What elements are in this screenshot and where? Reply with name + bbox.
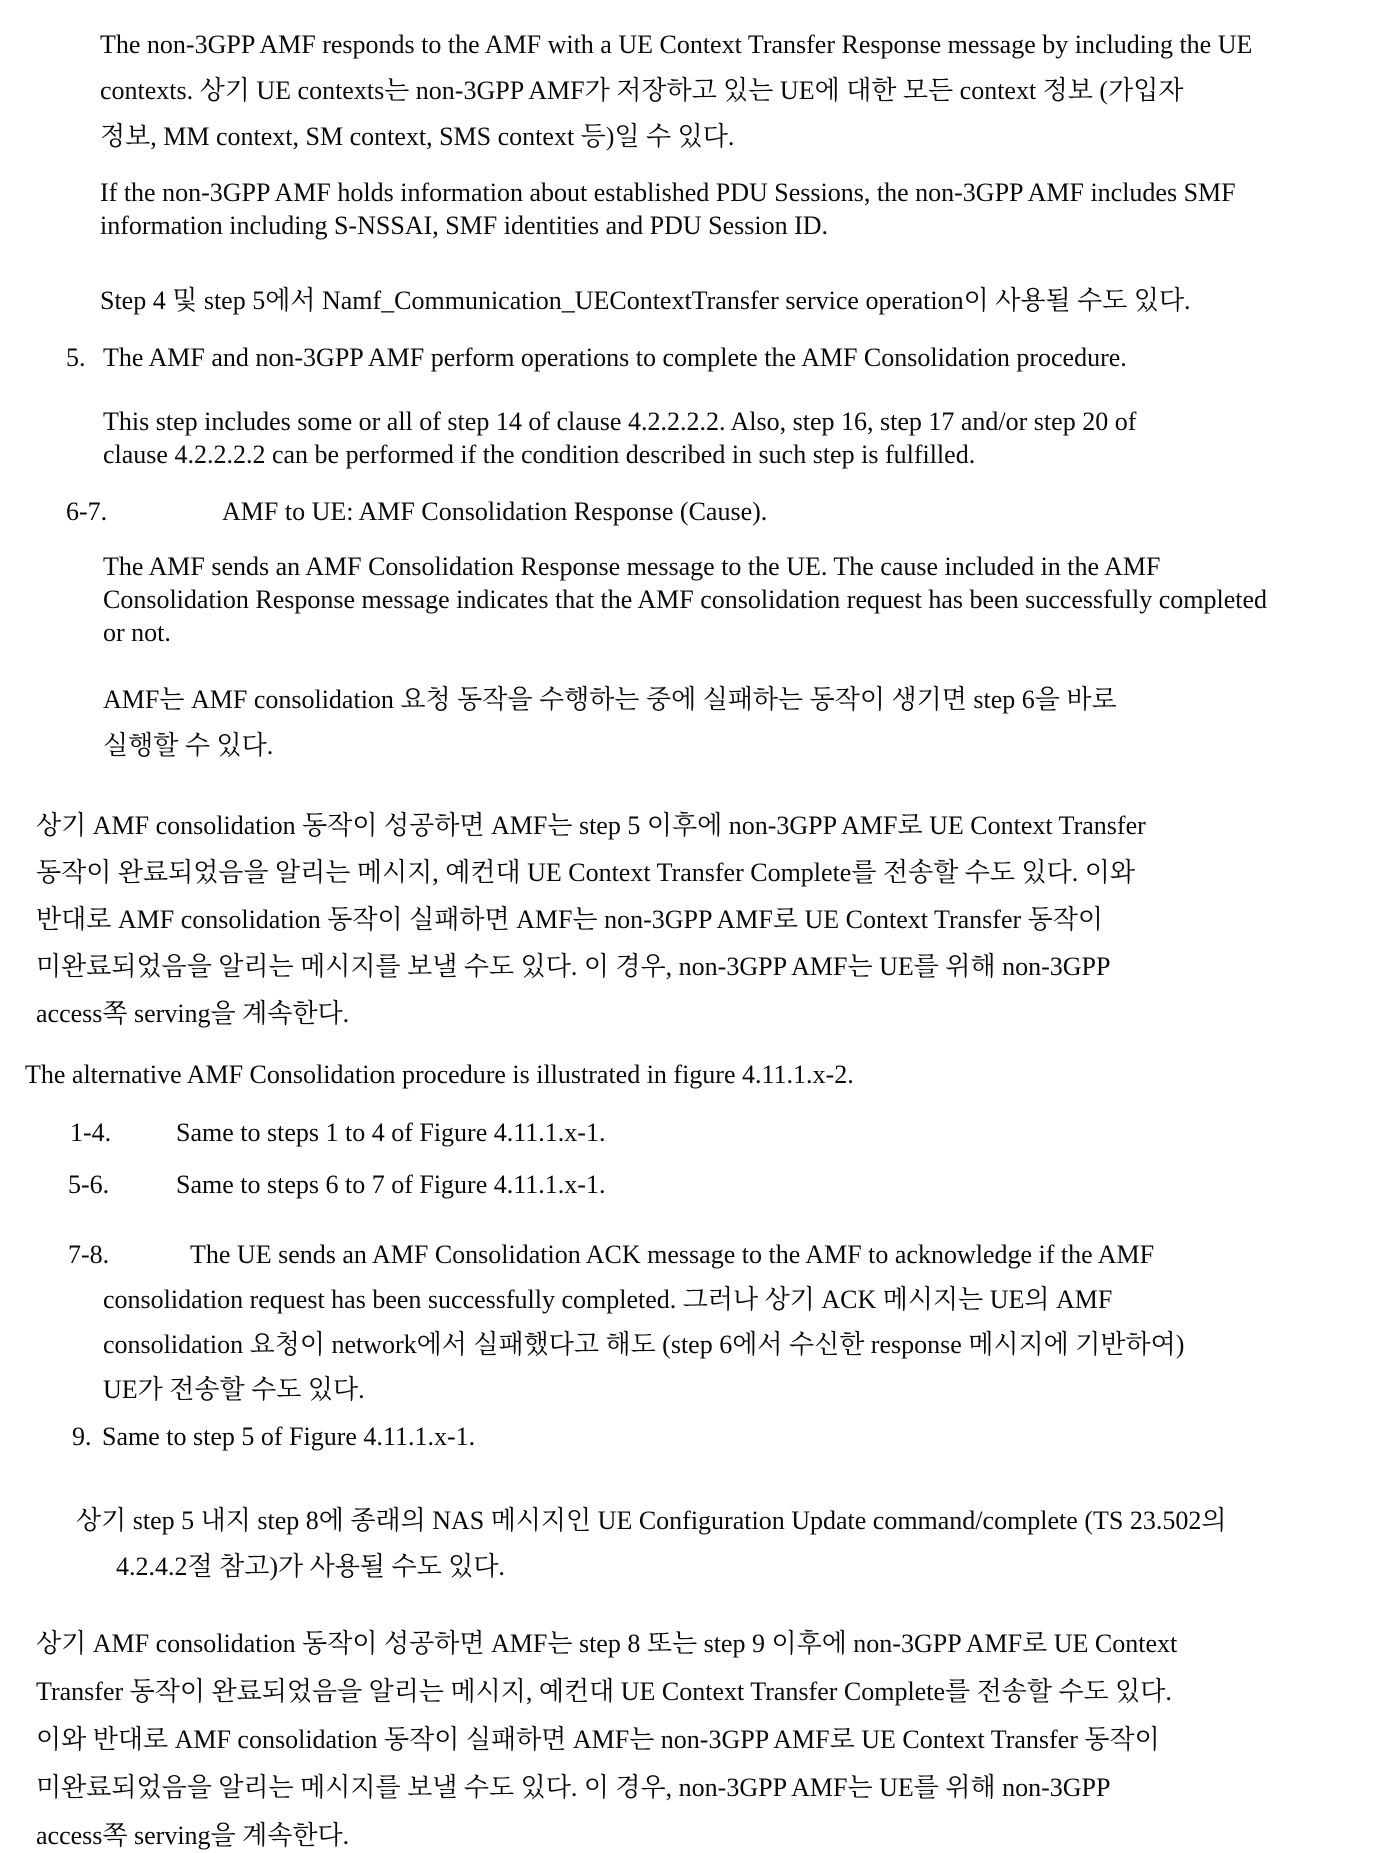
- text-line: 상기 step 5 내지 step 8에 종래의 NAS 메시지인 UE Configuration Update command/complete (TS 23.502의: [76, 1506, 1227, 1535]
- text-line: contexts. 상기 UE contexts는 non-3GPP AMF가 저장하고 있는 UE에 대한 모든 context 정보 (가입자: [100, 76, 1184, 105]
- text-line: 이와 반대로 AMF consolidation 동작이 실패하면 AMF는 non-3GPP AMF로 UE Context Transfer 동작이: [36, 1725, 1160, 1754]
- text-line: 미완료되었음을 알리는 메시지를 보낼 수도 있다. 이 경우, non-3GPP AMF는 UE를 위해 non-3GPP: [36, 952, 1111, 981]
- text-line: Same to steps 6 to 7 of Figure 4.11.1.x-1.: [176, 1170, 606, 1199]
- text-line: UE가 전송할 수도 있다.: [103, 1375, 365, 1404]
- text-line: AMF to UE: AMF Consolidation Response (Cause).: [222, 497, 768, 526]
- text-line: Consolidation Response message indicates that the AMF consolidation request has been successfully completed: [103, 585, 1267, 614]
- paragraph-p3: [0, 278, 1396, 324]
- text-line: Step 4 및 step 5에서 Namf_Communication_UEContextTransfer service operation이 사용될 수도 있다.: [100, 286, 1191, 315]
- text-line: 실행할 수 있다.: [103, 731, 274, 760]
- list-marker: 5-6.: [68, 1170, 110, 1199]
- text-line: access쪽 serving을 계속한다.: [36, 1821, 350, 1850]
- text-line: 정보, MM context, SM context, SMS context 등)일 수 있다.: [100, 122, 735, 151]
- list-marker: 1-4.: [70, 1118, 112, 1147]
- paragraph-p15: [0, 1498, 1396, 1590]
- text-line: 상기 AMF consolidation 동작이 성공하면 AMF는 step 8 또는 step 9 이후에 non-3GPP AMF로 UE Context: [36, 1629, 1178, 1658]
- paragraph-p16: [0, 1620, 1396, 1853]
- text-line: Same to steps 1 to 4 of Figure 4.11.1.x-1.: [176, 1118, 606, 1147]
- list-marker: 9.: [72, 1422, 92, 1451]
- paragraph-p2: [0, 176, 1396, 242]
- text-line: The UE sends an AMF Consolidation ACK message to the AMF to acknowledge if the AMF: [190, 1240, 1155, 1269]
- text-line: If the non-3GPP AMF holds information about established PDU Sessions, the non-3GPP AMF includes SMF: [100, 178, 1236, 207]
- list-item-li14: [0, 1116, 1396, 1149]
- text-line: The non-3GPP AMF responds to the AMF with a UE Context Transfer Response message by including the UE: [100, 30, 1253, 59]
- text-line: AMF는 AMF consolidation 요청 동작을 수행하는 중에 실패하는 동작이 생기면 step 6을 바로: [103, 685, 1117, 714]
- text-line: 상기 AMF consolidation 동작이 성공하면 AMF는 step 5 이후에 non-3GPP AMF로 UE Context Transfer: [36, 811, 1146, 840]
- paragraph-p9: [0, 802, 1396, 1037]
- text-line: 4.2.4.2절 참고)가 사용될 수도 있다.: [116, 1552, 505, 1581]
- list-item-li5: [0, 341, 1396, 374]
- list-marker: 7-8.: [68, 1240, 110, 1269]
- list-marker: 6-7.: [66, 497, 108, 526]
- text-line: Same to step 5 of Figure 4.11.1.x-1.: [102, 1422, 476, 1451]
- list-marker: 5.: [66, 343, 86, 372]
- text-line: This step includes some or all of step 14 of clause 4.2.2.2.2. Also, step 16, step 17 and/or step 20 of: [103, 407, 1137, 436]
- paragraph-p5: [0, 405, 1396, 471]
- text-line: consolidation request has been successfully completed. 그러나 상기 ACK 메시지는 UE의 AMF: [103, 1285, 1113, 1314]
- paragraph-p8: [0, 677, 1396, 769]
- text-line: The alternative AMF Consolidation procedure is illustrated in figure 4.11.1.x-2.: [25, 1060, 854, 1089]
- paragraph-p7: [0, 550, 1396, 649]
- text-line: clause 4.2.2.2.2 can be performed if the condition described in such step is fulfilled.: [103, 440, 976, 469]
- text-line: Transfer 동작이 완료되었음을 알리는 메시지, 예컨대 UE Context Transfer Complete를 전송할 수도 있다.: [36, 1677, 1172, 1706]
- list-item-li9: [0, 1420, 1396, 1453]
- paragraph-p1: [0, 22, 1396, 160]
- text-line: The AMF sends an AMF Consolidation Response message to the UE. The cause included in the AMF: [103, 552, 1161, 581]
- text-line: 미완료되었음을 알리는 메시지를 보낼 수도 있다. 이 경우, non-3GPP AMF는 UE를 위해 non-3GPP: [36, 1773, 1111, 1802]
- list-item-li67: [0, 495, 1396, 528]
- text-line: or not.: [103, 618, 171, 647]
- list-item-li78: [0, 1232, 1396, 1412]
- list-item-li56: [0, 1168, 1396, 1201]
- text-line: The AMF and non-3GPP AMF perform operations to complete the AMF Consolidation procedure.: [103, 343, 1127, 372]
- text-line: access쪽 serving을 계속한다.: [36, 999, 350, 1028]
- text-line: 동작이 완료되었음을 알리는 메시지, 예컨대 UE Context Transfer Complete를 전송할 수도 있다. 이와: [36, 858, 1135, 887]
- text-line: 반대로 AMF consolidation 동작이 실패하면 AMF는 non-3GPP AMF로 UE Context Transfer 동작이: [36, 905, 1104, 934]
- text-line: consolidation 요청이 network에서 실패했다고 해도 (step 6에서 수신한 response 메시지에 기반하여): [103, 1330, 1185, 1359]
- paragraph-p10: [0, 1058, 1396, 1091]
- text-line: information including S-NSSAI, SMF identities and PDU Session ID.: [100, 211, 829, 240]
